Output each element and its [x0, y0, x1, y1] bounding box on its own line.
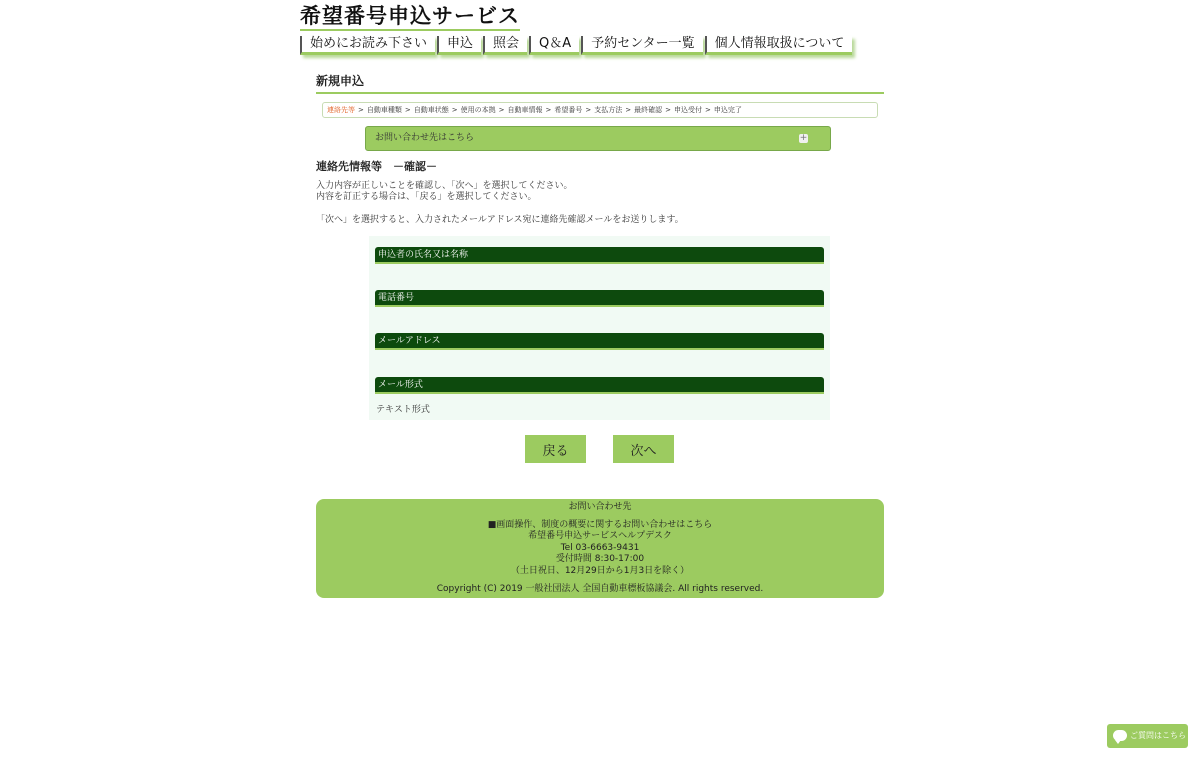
- help-widget-label: ご質問はこちら: [1130, 731, 1186, 740]
- instructions: [316, 181, 684, 226]
- step-contact: 連絡先等: [327, 106, 355, 114]
- confirmation-panel: [369, 236, 830, 420]
- help-chat-widget[interactable]: [1107, 724, 1188, 748]
- footer-line: Tel 03-6663-9431: [560, 542, 640, 553]
- field-label-name: 申込者の氏名又は名称: [375, 247, 824, 264]
- step-separator: >: [585, 106, 592, 114]
- footer: [316, 499, 884, 598]
- progress-steps: [322, 102, 878, 118]
- step-separator: >: [625, 106, 632, 114]
- copyright: Copyright (C) 2019 一般社団法人 全国自動車標板協議会. All rights reserved.: [436, 584, 764, 594]
- field-label-email: メールアドレス: [375, 333, 824, 350]
- step-payment: 支払方法: [594, 106, 623, 114]
- step-vehicle-type: 自動車種類: [366, 106, 402, 114]
- footer-contact: [316, 520, 884, 578]
- step-vehicle-state: 自動車状態: [413, 106, 449, 114]
- step-separator: >: [404, 106, 411, 114]
- footer-line: 受付時間 8:30-17:00: [555, 554, 645, 564]
- step-base-location: 使用の本拠: [460, 106, 496, 114]
- nav-item-read-first[interactable]: 始めにお読み下さい: [300, 36, 435, 55]
- site-title: 希望番号申込サービス: [300, 4, 520, 31]
- instruction-line: 入力内容が正しいことを確認し、「次へ」を選択してください。: [316, 181, 573, 191]
- chat-icon: [1113, 730, 1127, 741]
- field-label-mail-format: メール形式: [375, 377, 824, 394]
- step-separator: >: [665, 106, 671, 114]
- field-value-mail-format: テキスト形式: [376, 405, 430, 415]
- nav-item-qa[interactable]: Q＆A: [529, 36, 579, 55]
- section-title: 新規申込: [316, 72, 884, 94]
- step-separator: >: [545, 106, 552, 114]
- contact-info-toggle[interactable]: [365, 126, 831, 151]
- nav-item-privacy[interactable]: 個人情報取扱について: [705, 36, 853, 55]
- step-vehicle-info: 自動車情報: [507, 106, 543, 114]
- next-button[interactable]: 次へ: [613, 435, 674, 463]
- instruction-line: 内容を訂正する場合は、「戻る」を選択してください。: [316, 192, 537, 202]
- step-final-confirm: 最終確認: [634, 106, 663, 114]
- step-separator: >: [451, 106, 458, 114]
- nav-item-inquiry[interactable]: 照会: [483, 36, 527, 55]
- confirm-heading: 連絡先情報等 －確認－: [316, 160, 437, 173]
- step-separator: >: [358, 106, 364, 114]
- nav-item-apply[interactable]: 申込: [437, 36, 481, 55]
- field-label-phone: 電話番号: [375, 290, 824, 307]
- footer-line: ■画面操作、制度の概要に関するお問い合わせはこちら: [487, 519, 713, 530]
- footer-line: （土日祝日、12月29日から1月3日を除く）: [510, 565, 690, 576]
- footer-title: お問い合わせ先: [568, 502, 632, 512]
- nav-item-reservation-centers[interactable]: 予約センター一覧: [581, 36, 702, 55]
- step-separator: >: [498, 106, 505, 114]
- back-button[interactable]: 戻る: [525, 435, 586, 463]
- main-nav: [300, 36, 854, 55]
- step-desired-number: 希望番号: [554, 106, 583, 114]
- step-separator: >: [705, 106, 711, 114]
- plus-icon[interactable]: +: [799, 133, 808, 143]
- instruction-line: 「次へ」を選択すると、入力されたメールアドレス宛に連絡先確認メールをお送りします。: [316, 215, 684, 225]
- contact-toggle-label: お問い合わせ先はこちら: [375, 133, 475, 143]
- footer-line: 希望番号申込サービスヘルプデスク: [528, 531, 672, 541]
- step-received: 申込受付: [674, 106, 702, 114]
- step-complete: 申込完了: [713, 106, 742, 114]
